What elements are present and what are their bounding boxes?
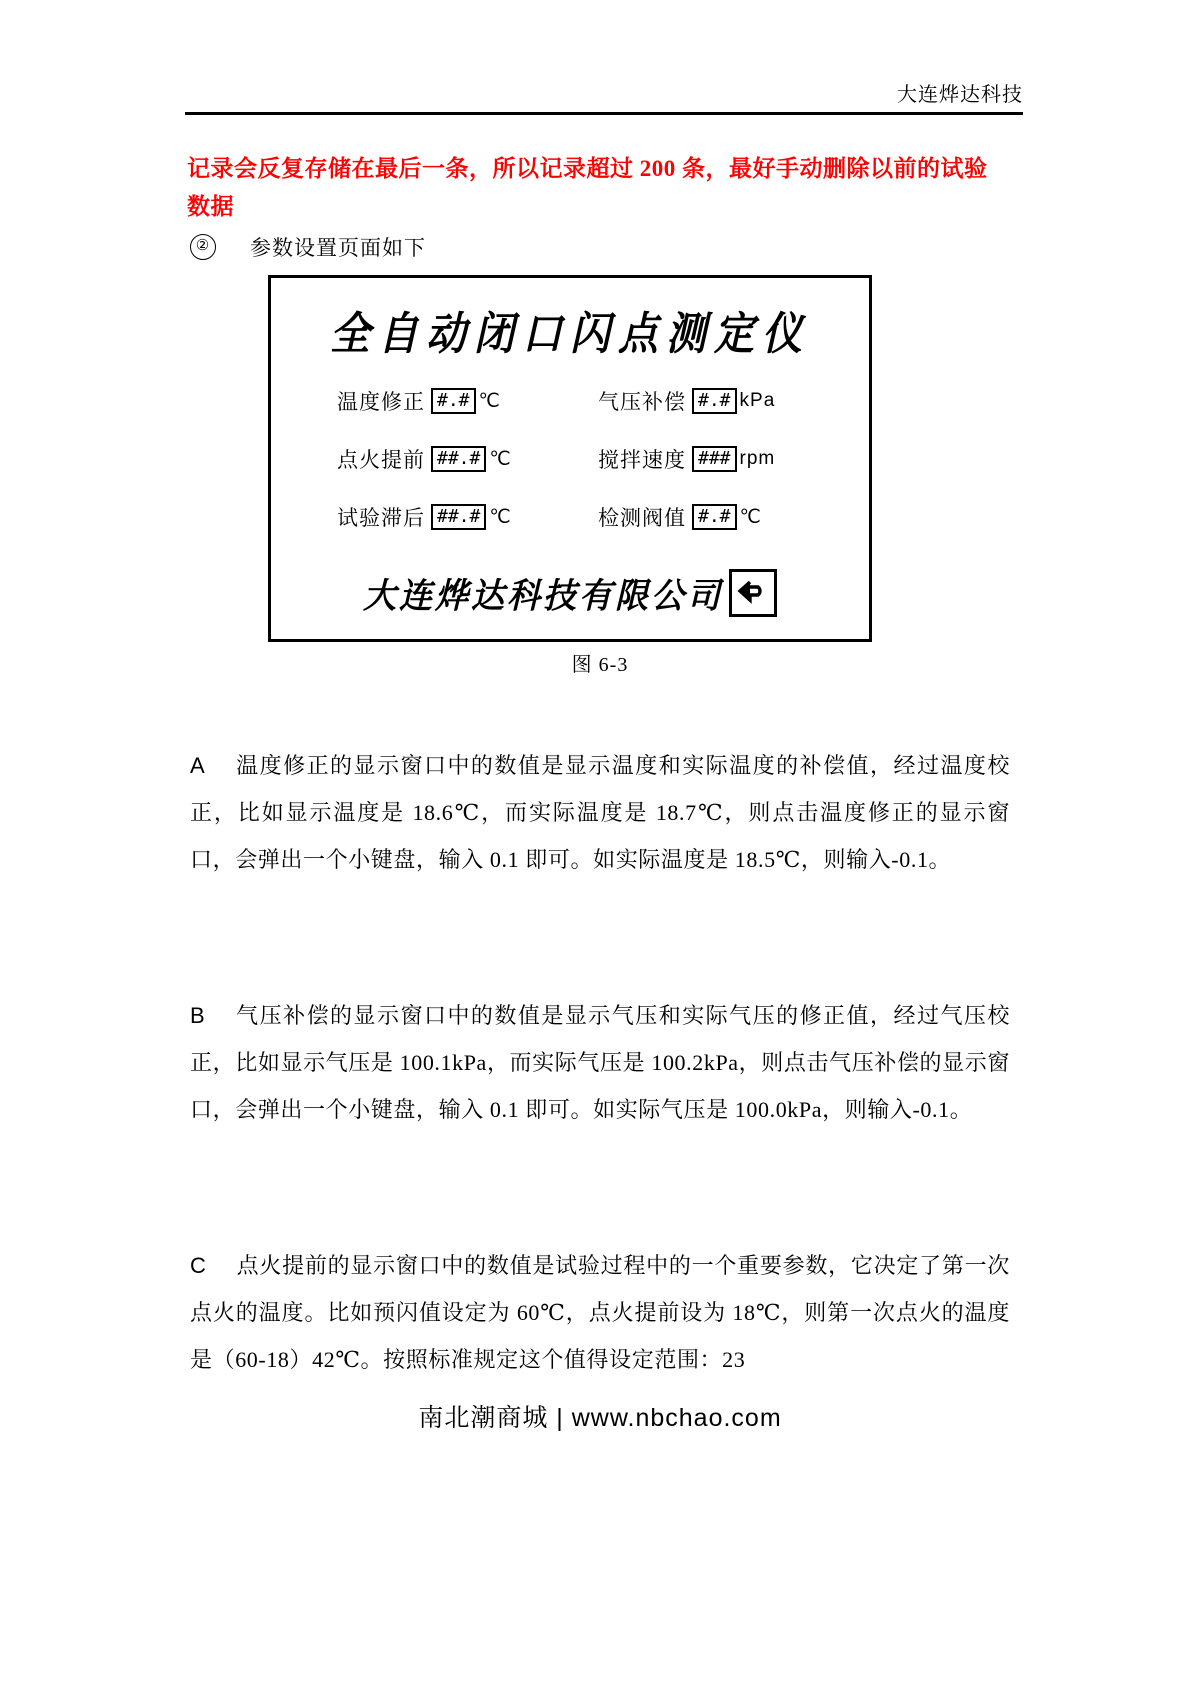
parameter-unit: ℃ bbox=[478, 390, 501, 412]
parameter-label: 气压补偿 bbox=[598, 390, 686, 414]
parameter-unit: kPa bbox=[739, 390, 776, 411]
parameter-row bbox=[337, 386, 803, 416]
back-arrow-icon[interactable] bbox=[729, 569, 777, 617]
parameter-unit: ℃ bbox=[739, 506, 762, 528]
parameter-value-box[interactable]: ##.# bbox=[431, 446, 486, 472]
parameter-value-box[interactable]: #.# bbox=[692, 504, 737, 530]
page-footer: 南北潮商城 | www.nbchao.com bbox=[418, 1404, 782, 1432]
list-item-label: 参数设置页面如下 bbox=[250, 236, 426, 260]
parameter-label: 检测阀值 bbox=[598, 506, 686, 530]
parameter-unit: rpm bbox=[739, 448, 776, 469]
paragraph-text: 气压补偿的显示窗口中的数值是显示气压和实际气压的修正值，经过气压校正，比如显示气压是 100.1kPa，而实际气压是 100.2kPa，则点击气压补偿的显示窗口，会弹出一个小键盘，输入 0.1 即可。如实际气压是 100.0kPa，则输入-0.1。 bbox=[190, 1003, 1010, 1122]
device-company-name: 大连烨达科技有限公司 bbox=[363, 574, 723, 616]
device-title: 全自动闭口闪点测定仪 bbox=[330, 308, 810, 361]
paragraph-text: 点火提前的显示窗口中的数值是试验过程中的一个重要参数，它决定了第一次点火的温度。比如预闪值设定为 60℃，点火提前设为 18℃，则第一次点火的温度是（60-18）42℃。按照标准规定这个值得设定范围：23 bbox=[190, 1253, 1010, 1372]
parameter-pressure-compensation[interactable] bbox=[598, 386, 803, 416]
parameter-unit: ℃ bbox=[489, 506, 512, 528]
device-screen-figure bbox=[268, 275, 872, 642]
parameter-value-box[interactable]: ### bbox=[692, 446, 737, 472]
parameter-row bbox=[337, 502, 803, 532]
parameter-value-box[interactable]: #.# bbox=[692, 388, 737, 414]
list-item-number: ② bbox=[190, 234, 216, 260]
parameter-detection-threshold[interactable] bbox=[598, 502, 803, 532]
parameter-ignition-advance[interactable] bbox=[337, 444, 527, 474]
list-item-parameter-page bbox=[190, 232, 426, 262]
parameter-label: 温度修正 bbox=[337, 390, 425, 414]
parameter-label: 搅拌速度 bbox=[598, 448, 686, 472]
device-footer bbox=[271, 569, 869, 617]
parameter-value-box[interactable]: ##.# bbox=[431, 504, 486, 530]
paragraph-text: 温度修正的显示窗口中的数值是显示温度和实际温度的补偿值，经过温度校正，比如显示温度是 18.6℃，而实际温度是 18.7℃，则点击温度修正的显示窗口，会弹出一个小键盘，输入 0.1 即可。如实际温度是 18.5℃，则输入-0.1。 bbox=[190, 753, 1010, 872]
parameter-label: 点火提前 bbox=[337, 448, 425, 472]
paragraph-a bbox=[190, 742, 1010, 883]
parameter-stir-speed[interactable] bbox=[598, 444, 803, 474]
paragraph-marker: B bbox=[190, 1003, 206, 1028]
paragraph-b bbox=[190, 992, 1010, 1133]
parameter-test-delay[interactable] bbox=[337, 502, 527, 532]
paragraph-c bbox=[190, 1242, 1010, 1383]
device-parameter-grid bbox=[271, 386, 869, 560]
page-header-company: 大连烨达科技 bbox=[897, 84, 1023, 106]
parameter-temperature-correction[interactable] bbox=[337, 386, 527, 416]
warning-text: 记录会反复存储在最后一条，所以记录超过 200 条，最好手动删除以前的试验数据 bbox=[187, 156, 988, 219]
paragraph-marker: C bbox=[190, 1253, 207, 1278]
header-divider bbox=[185, 112, 1023, 115]
parameter-label: 试验滞后 bbox=[337, 506, 425, 530]
parameter-value-box[interactable]: #.# bbox=[431, 388, 476, 414]
parameter-unit: ℃ bbox=[489, 448, 512, 470]
parameter-row bbox=[337, 444, 803, 474]
paragraph-marker: A bbox=[190, 753, 206, 778]
figure-caption: 图 6-3 bbox=[571, 654, 629, 676]
